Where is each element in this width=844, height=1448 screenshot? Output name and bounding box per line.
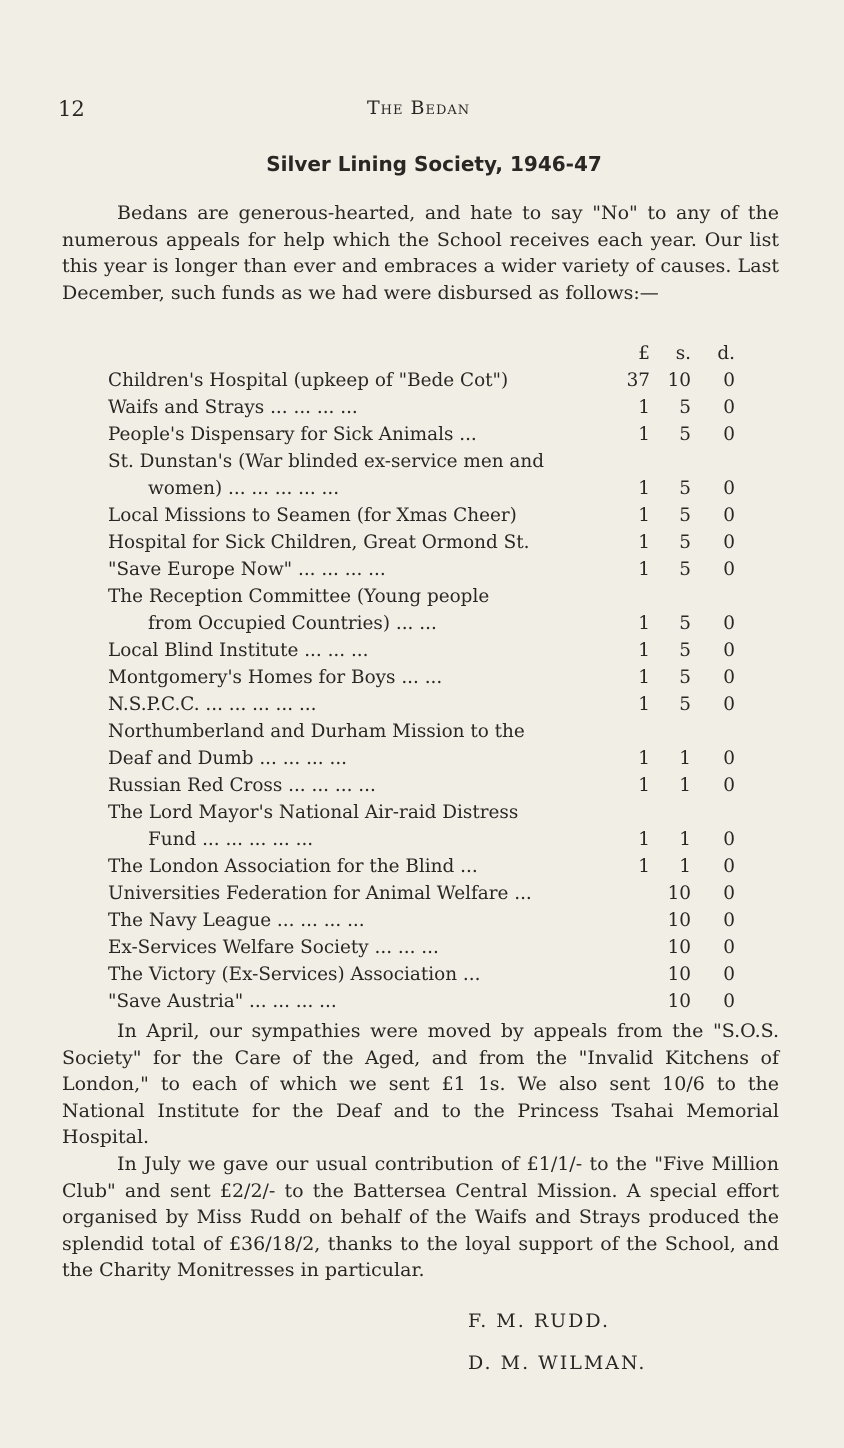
ledger-shillings-value: 10	[667, 991, 691, 1012]
ledger-item-name: "Save Austria" ... ... ... ...	[108, 991, 337, 1012]
ledger-shillings-value: 5	[679, 694, 691, 715]
article-title: Silver Lining Society, 1946-47	[266, 152, 602, 176]
page-number: 12	[58, 97, 85, 121]
donations-ledger	[108, 340, 748, 1015]
ledger-row	[108, 907, 748, 934]
ledger-pounds-value: 1	[638, 424, 650, 445]
ledger-item-name: Montgomery's Homes for Boys ... ...	[108, 667, 443, 688]
ledger-row	[108, 367, 748, 394]
ledger-pounds-value: 1	[638, 856, 650, 877]
ledger-pounds-value: 1	[638, 505, 650, 526]
ledger-shillings-value: 10	[667, 964, 691, 985]
ledger-item-name: The London Association for the Blind ...	[108, 856, 478, 877]
ledger-row	[108, 691, 748, 718]
ledger-item-name: Children's Hospital (upkeep of "Bede Cot")	[108, 370, 509, 391]
july-paragraph: In July we gave our usual contribution of £1/1/- to the "Five Million Club" and sent £2/2/- to the Battersea Central Mission. A special effort organised by Miss Rudd on behalf of the Waifs and Strays produced the splendid total of £36/18/2, thanks to the loyal support of the School, and the Charity Monitresses in particular.	[62, 1153, 779, 1281]
ledger-pence-value: 0	[723, 667, 735, 688]
ledger-item-name: Universities Federation for Animal Welfare ...	[108, 883, 532, 904]
ledger-row	[108, 475, 748, 502]
pounds-header: £	[638, 343, 650, 364]
ledger-pence-value: 0	[723, 829, 735, 850]
ledger-shillings-value: 1	[679, 748, 691, 769]
ledger-pounds-value: 1	[638, 775, 650, 796]
april-paragraph: In April, our sympathies were moved by appeals from the "S.O.S. Society" for the Care of the Aged, and from the "Invalid Kitchens of London," to each of which we sent £1 1s. We also sent 10/6 to the National Institute for the Deaf and to the Princess Tsahai Memorial Hospital.	[62, 1020, 779, 1148]
ledger-pence-value: 0	[723, 397, 735, 418]
ledger-shillings-value: 5	[679, 478, 691, 499]
ledger-item-name: The Navy League ... ... ... ...	[108, 910, 365, 931]
ledger-item-name: The Lord Mayor's National Air-raid Distress	[108, 802, 519, 823]
ledger-item-name: Ex-Services Welfare Society ... ... ...	[108, 937, 439, 958]
ledger-row	[108, 934, 748, 961]
ledger-pence-value: 0	[723, 856, 735, 877]
ledger-item-name: women) ... ... ... ... ...	[148, 478, 340, 499]
ledger-item-name: Russian Red Cross ... ... ... ...	[108, 775, 376, 796]
ledger-row	[108, 718, 748, 745]
ledger-pence-value: 0	[723, 532, 735, 553]
ledger-pounds-value: 1	[638, 613, 650, 634]
ledger-pence-value: 0	[723, 559, 735, 580]
ledger-shillings-value: 5	[679, 424, 691, 445]
ledger-row	[108, 961, 748, 988]
ledger-row	[108, 421, 748, 448]
ledger-pence-value: 0	[723, 424, 735, 445]
signature-rudd: F. M. RUDD.	[468, 1310, 610, 1332]
ledger-pence-value: 0	[723, 991, 735, 1012]
ledger-pence-value: 0	[723, 370, 735, 391]
ledger-item-name: Northumberland and Durham Mission to the	[108, 721, 525, 742]
ledger-item-name: from Occupied Countries) ... ...	[148, 613, 437, 634]
ledger-item-name: Deaf and Dumb ... ... ... ...	[108, 748, 348, 769]
ledger-header	[108, 340, 748, 367]
ledger-item-name: The Reception Committee (Young people	[108, 586, 490, 607]
ledger-pounds-value: 1	[638, 640, 650, 661]
ledger-pence-value: 0	[723, 910, 735, 931]
ledger-shillings-value: 10	[667, 910, 691, 931]
ledger-pence-value: 0	[723, 964, 735, 985]
ledger-rows	[108, 367, 748, 1015]
ledger-row	[108, 826, 748, 853]
ledger-pounds-value: 1	[638, 694, 650, 715]
ledger-pounds-value: 1	[638, 559, 650, 580]
signature-wilman: D. M. WILMAN.	[468, 1352, 647, 1374]
ledger-row	[108, 988, 748, 1015]
ledger-shillings-value: 10	[667, 937, 691, 958]
ledger-row	[108, 502, 748, 529]
ledger-row	[108, 583, 748, 610]
ledger-pence-value: 0	[723, 883, 735, 904]
ledger-row	[108, 799, 748, 826]
ledger-pounds-value: 37	[626, 370, 650, 391]
ledger-row	[108, 772, 748, 799]
ledger-shillings-value: 5	[679, 640, 691, 661]
running-head: The Bedan	[367, 97, 471, 119]
ledger-item-name: Hospital for Sick Children, Great Ormond St.	[108, 532, 530, 553]
ledger-shillings-value: 1	[679, 829, 691, 850]
ledger-item-name: N.S.P.C.C. ... ... ... ... ...	[108, 694, 317, 715]
ledger-shillings-value: 1	[679, 856, 691, 877]
ledger-row	[108, 529, 748, 556]
ledger-pence-value: 0	[723, 937, 735, 958]
pence-header: d.	[717, 343, 735, 364]
ledger-row	[108, 880, 748, 907]
ledger-shillings-value: 5	[679, 397, 691, 418]
ledger-pence-value: 0	[723, 748, 735, 769]
ledger-pence-value: 0	[723, 613, 735, 634]
ledger-row	[108, 664, 748, 691]
ledger-item-name: The Victory (Ex-Services) Association ...	[108, 964, 481, 985]
ledger-pence-value: 0	[723, 505, 735, 526]
ledger-row	[108, 745, 748, 772]
ledger-shillings-value: 5	[679, 532, 691, 553]
ledger-item-name: St. Dunstan's (War blinded ex-service men and	[108, 451, 544, 472]
ledger-pounds-value: 1	[638, 532, 650, 553]
ledger-shillings-value: 5	[679, 505, 691, 526]
ledger-row	[108, 448, 748, 475]
ledger-item-name: Fund ... ... ... ... ...	[148, 829, 314, 850]
ledger-shillings-value: 5	[679, 559, 691, 580]
ledger-row	[108, 556, 748, 583]
ledger-item-name: Waifs and Strays ... ... ... ...	[108, 397, 358, 418]
ledger-row	[108, 394, 748, 421]
ledger-shillings-value: 10	[667, 883, 691, 904]
ledger-item-name: Local Missions to Seamen (for Xmas Cheer)	[108, 505, 517, 526]
ledger-pounds-value: 1	[638, 748, 650, 769]
ledger-row	[108, 637, 748, 664]
intro-paragraph: Bedans are generous-hearted, and hate to say "No" to any of the numerous appeals for help which the School receives each year. Our list this year is longer than ever and embraces a wider variety of causes. Last December, such funds as we had were disbursed as follows:—	[62, 202, 779, 304]
ledger-shillings-value: 5	[679, 613, 691, 634]
ledger-pence-value: 0	[723, 478, 735, 499]
ledger-item-name: "Save Europe Now" ... ... ... ...	[108, 559, 386, 580]
ledger-shillings-value: 1	[679, 775, 691, 796]
ledger-item-name: People's Dispensary for Sick Animals ...	[108, 424, 477, 445]
ledger-pence-value: 0	[723, 775, 735, 796]
ledger-pounds-value: 1	[638, 478, 650, 499]
ledger-shillings-value: 5	[679, 667, 691, 688]
ledger-row	[108, 853, 748, 880]
ledger-item-name: Local Blind Institute ... ... ...	[108, 640, 369, 661]
ledger-pounds-value: 1	[638, 667, 650, 688]
ledger-pence-value: 0	[723, 694, 735, 715]
shillings-header: s.	[675, 343, 691, 364]
ledger-pounds-value: 1	[638, 829, 650, 850]
ledger-pence-value: 0	[723, 640, 735, 661]
ledger-pounds-value: 1	[638, 397, 650, 418]
ledger-row	[108, 610, 748, 637]
ledger-shillings-value: 10	[667, 370, 691, 391]
